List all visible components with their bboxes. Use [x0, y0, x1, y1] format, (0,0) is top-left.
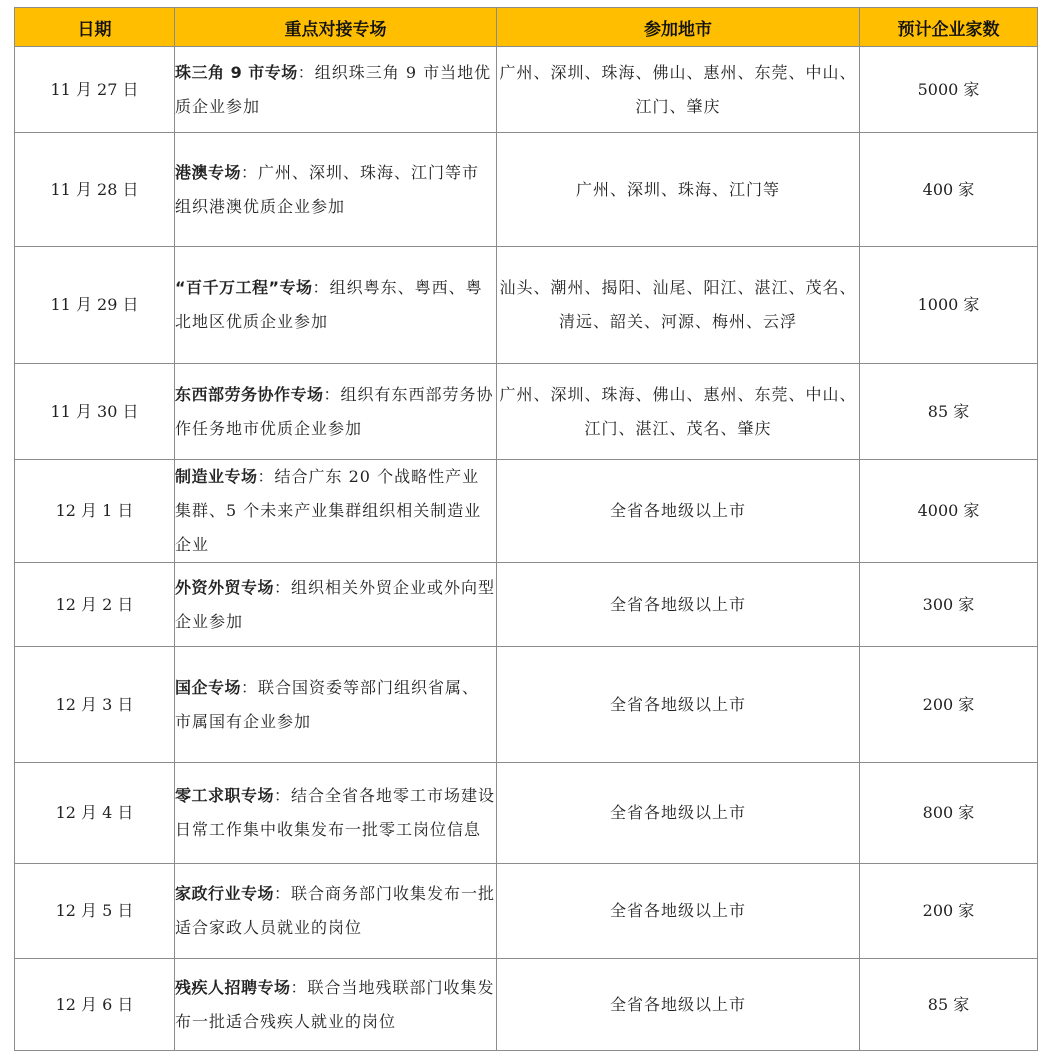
row-cities: 全省各地级以上市	[497, 959, 860, 1051]
row-topic-sep: ：	[297, 62, 315, 82]
row-date: 12 月 3 日	[15, 647, 175, 763]
row-topic	[175, 864, 497, 959]
row-date: 11 月 27 日	[15, 47, 175, 133]
row-topic-desc: 组织粤东、粤西、粤北地区优质企业参加	[175, 278, 483, 331]
row-topic-desc: 广州、深圳、珠海、江门等市组织港澳优质企业参加	[175, 162, 480, 216]
row-topic	[175, 364, 497, 460]
row-topic	[175, 47, 497, 133]
header-cities: 参加地市	[497, 8, 860, 47]
row-cities: 广州、深圳、珠海、江门等	[497, 133, 860, 247]
table-row	[15, 763, 1038, 864]
row-topic-title: 国企专场	[175, 677, 242, 697]
row-topic	[175, 563, 497, 647]
row-topic-desc: 组织有东西部劳务协作任务地市优质企业参加	[175, 384, 494, 438]
row-date: 11 月 29 日	[15, 247, 175, 364]
row-count: 4000 家	[860, 460, 1038, 563]
row-date: 12 月 4 日	[15, 763, 175, 864]
row-topic-sep: ：	[290, 977, 308, 997]
row-topic-sep: ：	[274, 786, 292, 805]
row-count: 85 家	[860, 364, 1038, 460]
row-topic	[175, 247, 497, 364]
header-row	[15, 8, 1038, 47]
row-topic-sep: ：	[323, 384, 341, 404]
header-topic: 重点对接专场	[175, 8, 497, 47]
row-topic-title: 东西部劳务协作专场	[175, 384, 324, 404]
table-row	[15, 247, 1038, 364]
row-topic	[175, 647, 497, 763]
row-count: 5000 家	[860, 47, 1038, 133]
row-topic	[175, 133, 497, 247]
table-row	[15, 647, 1038, 763]
row-topic-desc: 联合当地残联部门收集发布一批适合残疾人就业的岗位	[175, 977, 495, 1031]
table-row	[15, 959, 1038, 1051]
row-cities: 汕头、潮州、揭阳、汕尾、阳江、湛江、茂名、清远、韶关、河源、梅州、云浮	[497, 247, 860, 364]
row-topic-desc: 联合商务部门收集发布一批适合家政人员就业的岗位	[175, 884, 496, 937]
row-topic	[175, 959, 497, 1051]
row-count: 200 家	[860, 864, 1038, 959]
row-cities: 全省各地级以上市	[497, 864, 860, 959]
row-topic-title: 珠三角 9 市专场	[175, 62, 298, 82]
row-topic	[175, 460, 497, 563]
row-topic-sep: ：	[241, 162, 259, 182]
row-date: 12 月 1 日	[15, 460, 175, 563]
row-cities: 广州、深圳、珠海、佛山、惠州、东莞、中山、江门、肇庆	[497, 47, 860, 133]
row-date: 12 月 6 日	[15, 959, 175, 1051]
job-fair-schedule-table	[14, 7, 1038, 1051]
row-date: 11 月 28 日	[15, 133, 175, 247]
row-topic-desc: 联合国资委等部门组织省属、市属国有企业参加	[175, 677, 480, 731]
row-count: 800 家	[860, 763, 1038, 864]
row-count: 400 家	[860, 133, 1038, 247]
row-topic-title: 零工求职专场	[175, 786, 275, 805]
row-topic-title: 家政行业专场	[175, 884, 275, 903]
table-row	[15, 364, 1038, 460]
table-row	[15, 563, 1038, 647]
row-topic-desc: 结合广东 20 个战略性产业集群、5 个未来产业集群组织相关制造业企业	[175, 467, 482, 554]
table-row	[15, 133, 1038, 247]
row-count: 300 家	[860, 563, 1038, 647]
row-topic-desc: 结合全省各地零工市场建设日常工作集中收集发布一批零工岗位信息	[175, 786, 496, 839]
row-date: 12 月 2 日	[15, 563, 175, 647]
row-cities: 全省各地级以上市	[497, 763, 860, 864]
row-date: 11 月 30 日	[15, 364, 175, 460]
row-topic-sep: ：	[257, 467, 275, 486]
table-row	[15, 460, 1038, 563]
row-topic-title: 外资外贸专场	[175, 577, 275, 597]
row-topic-sep: ：	[241, 677, 259, 697]
header-count: 预计企业家数	[860, 8, 1038, 47]
row-topic-title: 制造业专场	[175, 467, 258, 486]
row-date: 12 月 5 日	[15, 864, 175, 959]
row-topic	[175, 763, 497, 864]
row-count: 200 家	[860, 647, 1038, 763]
row-topic-title: 港澳专场	[175, 162, 242, 182]
row-topic-desc: 组织珠三角 9 市当地优质企业参加	[175, 62, 492, 116]
row-cities: 全省各地级以上市	[497, 563, 860, 647]
row-count: 85 家	[860, 959, 1038, 1051]
row-topic-sep: ：	[312, 278, 330, 297]
row-cities: 全省各地级以上市	[497, 647, 860, 763]
row-count: 1000 家	[860, 247, 1038, 364]
header-date: 日期	[15, 8, 175, 47]
row-topic-sep: ：	[274, 884, 292, 903]
row-topic-title: 残疾人招聘专场	[175, 977, 291, 997]
row-cities: 全省各地级以上市	[497, 460, 860, 563]
row-topic-sep: ：	[274, 577, 292, 597]
row-topic-title: “百千万工程”专场	[175, 278, 313, 297]
row-cities: 广州、深圳、珠海、佛山、惠州、东莞、中山、江门、湛江、茂名、肇庆	[497, 364, 860, 460]
table-row	[15, 864, 1038, 959]
table-row	[15, 47, 1038, 133]
row-topic-desc: 组织相关外贸企业或外向型企业参加	[175, 577, 496, 631]
